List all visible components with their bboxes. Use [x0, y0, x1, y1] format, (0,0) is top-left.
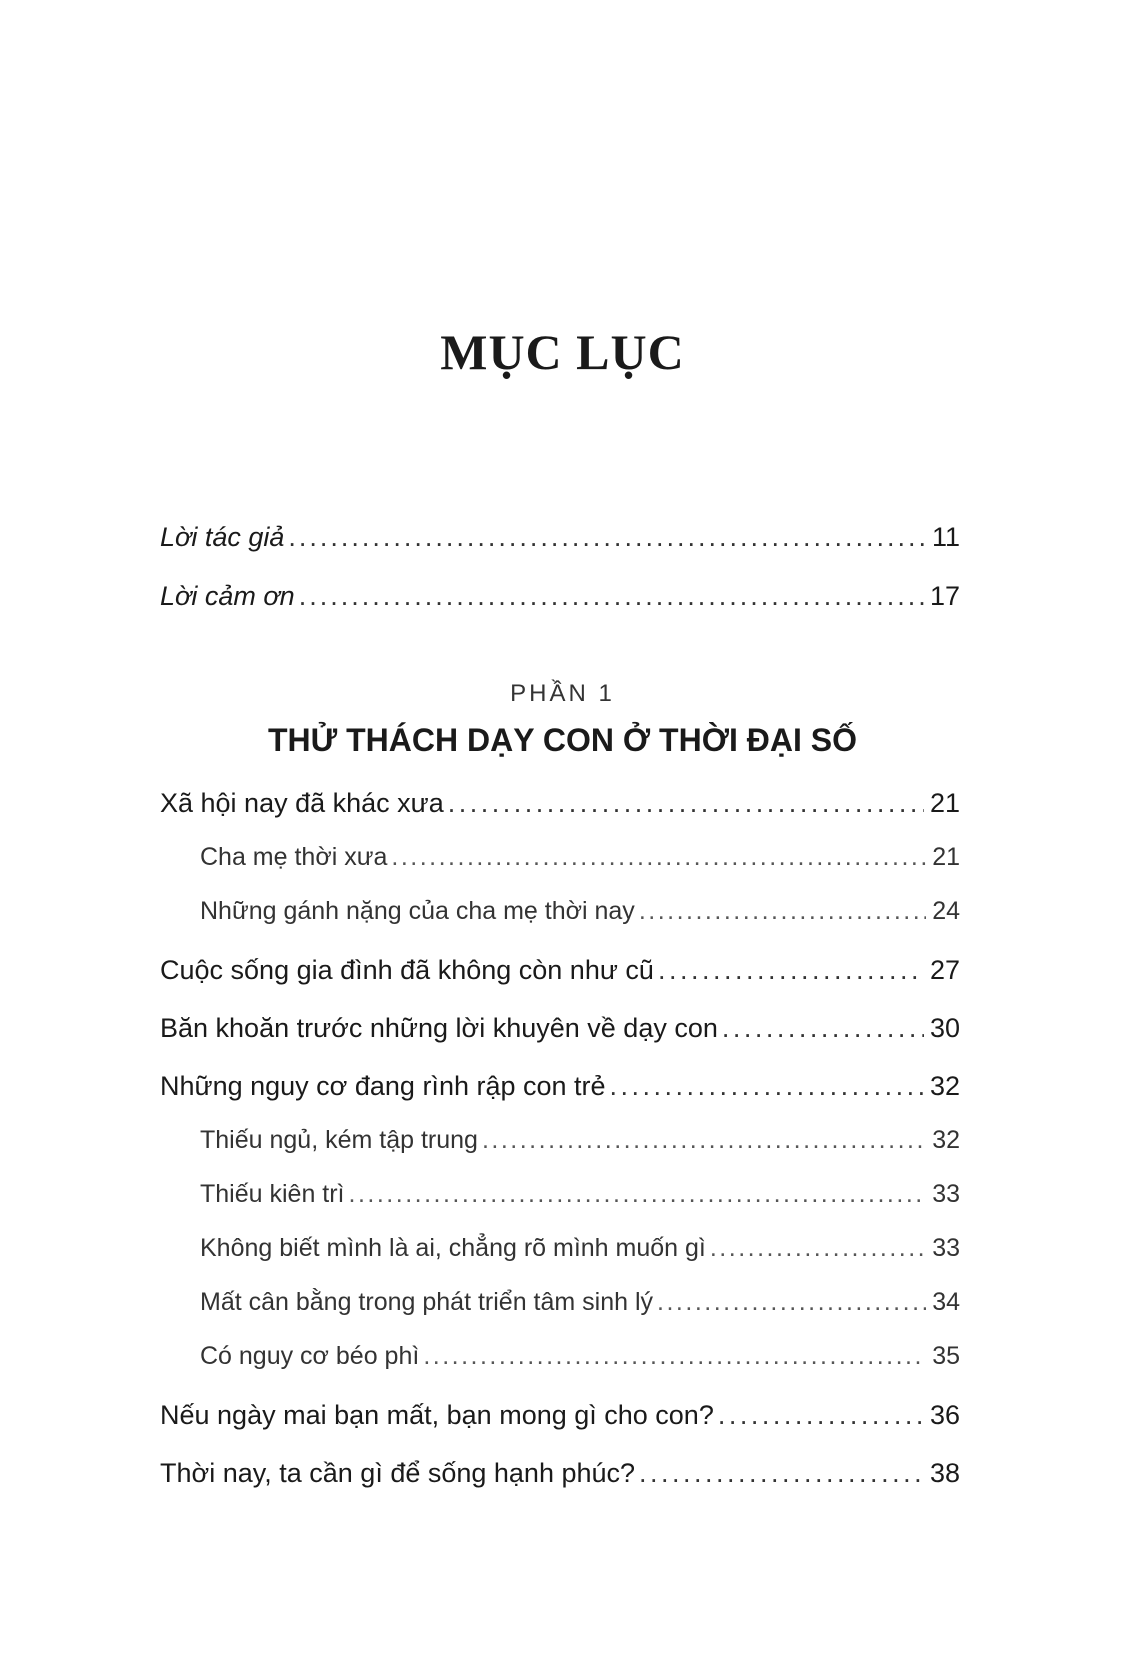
toc-section-entry[interactable] [200, 1126, 960, 1166]
dot-leader [610, 1071, 924, 1102]
toc-entry-page: 21 [929, 788, 960, 818]
toc-entry-label: Có nguy cơ béo phì [200, 1342, 420, 1370]
toc-chapter-entry[interactable] [160, 955, 960, 995]
toc-entry-page: 11 [931, 522, 960, 552]
toc-entry-page: 33 [932, 1180, 960, 1208]
toc-entry-page: 34 [932, 1288, 960, 1316]
dot-leader [722, 1013, 924, 1044]
dot-leader [718, 1400, 924, 1431]
toc-entry-page: 32 [929, 1071, 960, 1101]
toc-entry-label: Lời cảm ơn [160, 581, 295, 611]
dot-leader [639, 897, 926, 926]
dot-leader [349, 1180, 927, 1209]
toc-entry-page: 36 [929, 1400, 960, 1430]
toc-section-entry[interactable] [200, 1234, 960, 1274]
toc-entry-label: Không biết mình là ai, chẳng rõ mình muốn gì [200, 1234, 706, 1262]
toc-chapter-entry[interactable] [160, 788, 960, 828]
toc-entry-label: Lời tác giả [160, 522, 285, 552]
toc-entry-label: Nếu ngày mai bạn mất, bạn mong gì cho con? [160, 1400, 714, 1430]
toc-chapter-entry[interactable] [160, 1400, 960, 1440]
toc-section-entry[interactable] [200, 897, 960, 937]
toc-section-entry[interactable] [200, 1288, 960, 1328]
toc-entry-label: Xã hội nay đã khác xưa [160, 788, 444, 818]
toc-entry-acknowledgements[interactable] [160, 581, 960, 621]
toc-entry-page: 38 [929, 1458, 960, 1488]
dot-leader [639, 1458, 924, 1489]
toc-section-entry[interactable] [200, 1180, 960, 1220]
dot-leader [299, 581, 924, 612]
dot-leader [448, 788, 924, 819]
toc-section-entry[interactable] [200, 843, 960, 883]
toc-section-entry[interactable] [200, 1342, 960, 1382]
dot-leader [657, 1288, 926, 1317]
dot-leader [482, 1126, 926, 1155]
toc-entry-page: 21 [932, 843, 960, 871]
toc-entry-page: 24 [932, 897, 960, 925]
dot-leader [658, 955, 924, 986]
toc-entry-label: Mất cân bằng trong phát triển tâm sinh lý [200, 1288, 654, 1316]
toc-entry-page: 27 [929, 955, 960, 985]
toc-entry-page: 35 [932, 1342, 960, 1370]
dot-leader [288, 522, 926, 553]
toc-chapter-entry[interactable] [160, 1458, 960, 1498]
toc-entry-label: Thời nay, ta cần gì để sống hạnh phúc? [160, 1458, 636, 1488]
part-title: THỬ THÁCH DẠY CON Ở THỜI ĐẠI SỐ [268, 722, 857, 758]
dot-leader [391, 843, 926, 872]
toc-entry-label: Những gánh nặng của cha mẹ thời nay [200, 897, 635, 925]
toc-entry-page: 33 [932, 1234, 960, 1262]
toc-entry-page: 17 [929, 581, 960, 611]
dot-leader [423, 1342, 926, 1371]
dot-leader [710, 1234, 926, 1263]
part-label: PHẦN 1 [510, 680, 615, 707]
toc-entry-label: Cuộc sống gia đình đã không còn như cũ [160, 955, 654, 985]
toc-entry-label: Cha mẹ thời xưa [200, 843, 388, 871]
toc-chapter-entry[interactable] [160, 1013, 960, 1053]
toc-chapter-entry[interactable] [160, 1071, 960, 1111]
toc-entry-author-note[interactable] [160, 522, 960, 562]
toc-entry-label: Những nguy cơ đang rình rập con trẻ [160, 1071, 606, 1101]
toc-entry-label: Thiếu ngủ, kém tập trung [200, 1126, 478, 1154]
toc-entry-label: Băn khoăn trước những lời khuyên về dạy con [160, 1013, 718, 1043]
toc-entry-page: 32 [932, 1126, 960, 1154]
toc-entry-label: Thiếu kiên trì [200, 1180, 345, 1208]
page-title: MỤC LỤC [440, 324, 685, 380]
toc-entry-page: 30 [929, 1013, 960, 1043]
